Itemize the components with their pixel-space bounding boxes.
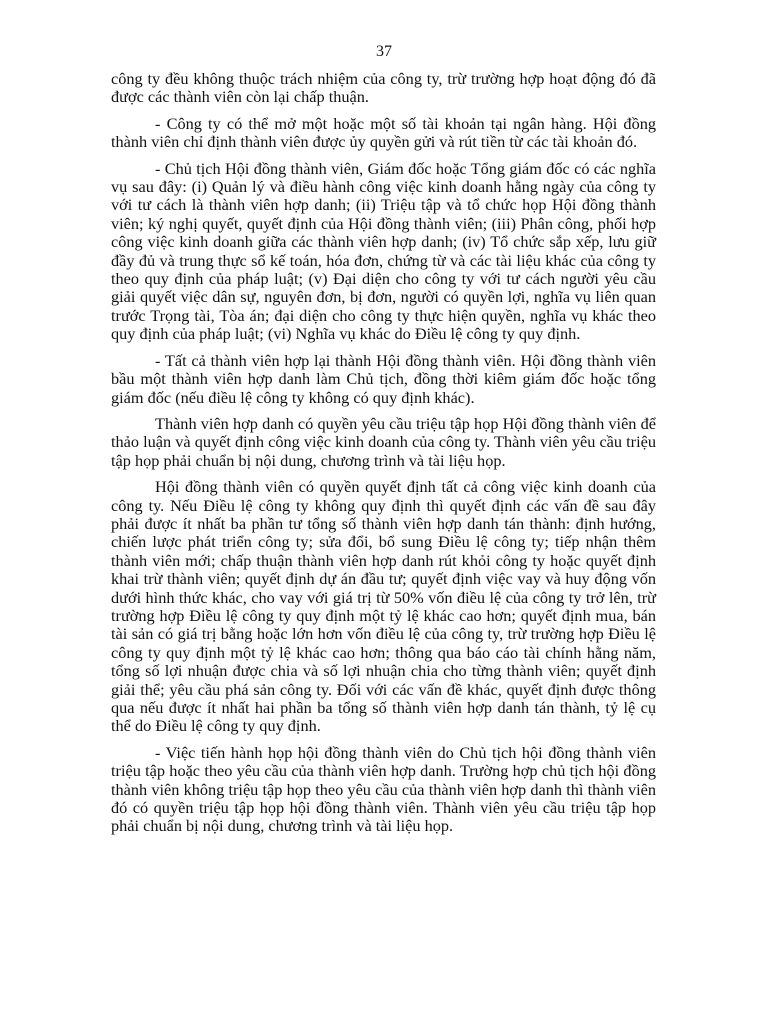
paragraph-chairman-duties: - Chủ tịch Hội đồng thành viên, Giám đốc hoặc Tổng giám đốc có các nghĩa vụ sau đây: (i) Quản lý và điều hành công việc kinh doanh hằng ngày của công ty với tư cách là thành viên hợp danh; (ii) Triệu tập và tổ chức họp Hội đồng thành viên; ký nghị quyết, quyết định của Hội đồng thành viên; (iii) Phân công, phối hợp công việc kinh doanh giữa các thành viên hợp danh; (iv) Tổ chức sắp xếp, lưu giữ đầy đủ và trung thực sổ kế toán, hóa đơn, chứng từ và các tài liệu khác của công ty theo quy định của pháp luật; (v) Đại diện cho công ty với tư cách người yêu cầu giải quyết việc dân sự, nguyên đơn, bị đơn, người có quyền lợi, nghĩa vụ liên quan trước Trọng tài, Tòa án; đại diện cho công ty thực hiện quyền, nghĩa vụ khác theo quy định của pháp luật; (vi) Nghĩa vụ khác do Điều lệ công ty quy định.	[111, 158, 656, 344]
paragraph-meeting-request: Thành viên hợp danh có quyền yêu cầu triệu tập họp Hội đồng thành viên để thảo luận và quyết định công việc kinh doanh của công ty. Thành viên yêu cầu triệu tập họp phải chuẩn bị nội dung, chương trình và tài liệu họp.	[111, 413, 656, 470]
paragraph-meeting-convening: - Việc tiến hành họp hội đồng thành viên do Chủ tịch hội đồng thành viên triệu tập hoặc theo yêu cầu của thành viên hợp danh. Trường hợp chủ tịch hội đồng thành viên không triệu tập họp theo yêu cầu của thành viên hợp danh thì thành viên đó có quyền triệu tập họp hội đồng thành viên. Thành viên yêu cầu triệu tập họp phải chuẩn bị nội dung, chương trình và tài liệu họp.	[111, 742, 656, 836]
paragraph-continuation: công ty đều không thuộc trách nhiệm của công ty, trừ trường hợp hoạt động đó đã được các thành viên còn lại chấp thuận.	[111, 69, 656, 107]
paragraph-bank-accounts: - Công ty có thể mở một hoặc một số tài khoản tại ngân hàng. Hội đồng thành viên chỉ định thành viên được ủy quyền gửi và rút tiền từ các tài khoản đó.	[111, 113, 656, 152]
paragraph-members-council: - Tất cả thành viên hợp lại thành Hội đồng thành viên. Hội đồng thành viên bầu một thành viên hợp danh làm Chủ tịch, đồng thời kiêm giám đốc hoặc tổng giám đốc (nếu điều lệ công ty không có quy định khác).	[111, 350, 656, 407]
paragraph-council-decisions: Hội đồng thành viên có quyền quyết định tất cả công việc kinh doanh của công ty. Nếu Điều lệ công ty không quy định thì quyết định các vấn đề sau đây phải được ít nhất ba phần tư tổng số thành viên hợp danh tán thành: định hướng, chiến lược phát triển công ty; sửa đổi, bổ sung Điều lệ công ty; tiếp nhận thêm thành viên mới; chấp thuận thành viên hợp danh rút khỏi công ty hoặc quyết định khai trừ thành viên; quyết định dự án đầu tư; quyết định việc vay và huy động vốn dưới hình thức khác, cho vay với giá trị từ 50% vốn điều lệ của công ty trở lên, trừ trường hợp Điều lệ công ty quy định một tỷ lệ khác cao hơn; quyết định mua, bán tài sản có giá trị bằng hoặc lớn hơn vốn điều lệ của công ty, trừ trường hợp Điều lệ công ty quy định một tỷ lệ khác cao hơn; thông qua báo cáo tài chính hằng năm, tổng số lợi nhuận được chia và số lợi nhuận chia cho từng thành viên; quyết định giải thể; yêu cầu phá sản công ty. Đối với các vấn đề khác, quyết định được thông qua nếu được ít nhất hai phần ba tổng số thành viên hợp danh tán thành, tỷ lệ cụ thể do Điều lệ công ty quy định.	[111, 477, 656, 736]
page-body	[111, 70, 656, 844]
page-number: 37	[376, 43, 392, 60]
